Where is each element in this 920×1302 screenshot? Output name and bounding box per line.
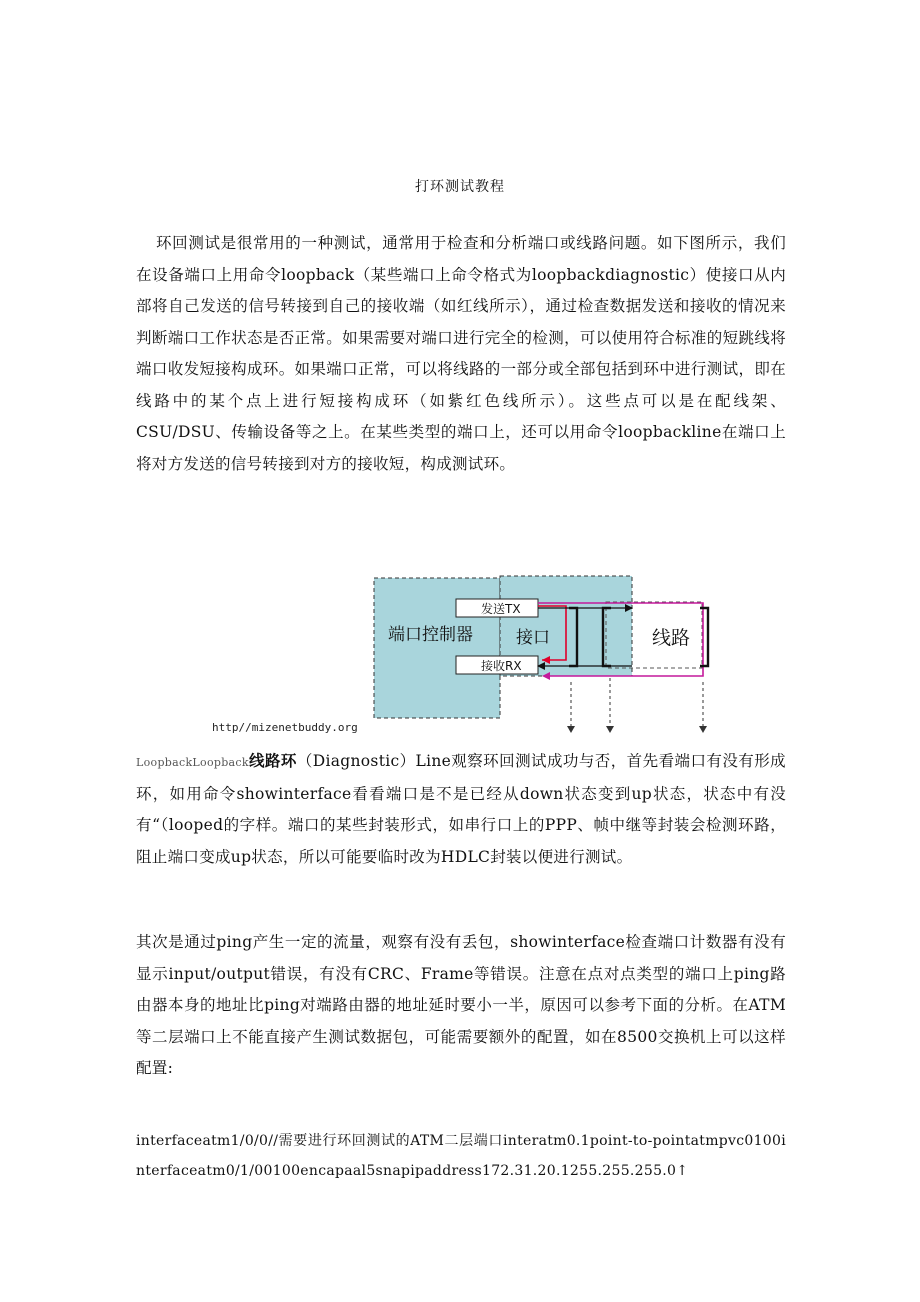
line-label: 线路 — [652, 627, 691, 649]
down-arrowhead-1 — [567, 726, 575, 733]
rx-label: 接收RX — [481, 659, 522, 673]
down-arrowhead-2 — [606, 726, 614, 733]
document-title: 打环测试教程 — [415, 179, 505, 195]
line-loop-term: 线路环 — [248, 751, 297, 770]
line-loop-paragraph — [136, 745, 786, 873]
loopback-diagram — [370, 572, 720, 734]
figure-caption: http//mizenetbuddy.org — [212, 721, 358, 734]
config-paragraph: interfaceatm1/0/0//需要进行环回测试的ATM二层端口interatm0.1point-to-pointatmpvc0100interfaceatm0/1/00100encapaal5snapipaddress172.31.20.1255.255.255.0↑ — [136, 1133, 786, 1179]
line-loop-text: （Diagnostic）Line观察环回测试成功与否，首先看端口有没有形成环，如用命令showinterface看看端口是不是已经从down状态变到up状态，状态中有没有“（looped的字样。端口的某些封装形式，如串行口上的PPP、帧中继等封装会检测环路，阻止端口变成up状态，所以可能要临时改为HDLC封装以便进行测试。 — [136, 752, 786, 866]
loopback-prefix: LoopbackLoopback — [136, 756, 249, 769]
loop-bracket-3 — [700, 608, 708, 666]
loopback-diagram-svg — [370, 572, 720, 734]
down-arrowhead-3 — [699, 726, 707, 733]
ping-paragraph: 其次是通过ping产生一定的流量，观察有没有丢包，showinterface检查端口计数器有没有显示input/output错误，有没有CRC、Frame等错误。注意在点对点类型的端口上ping路由器本身的地址比ping对端路由器的地址延时要小一半，原因可以参考下面的分析。在ATM等二层端口上不能直接产生测试数据包，可能需要额外的配置，如在8500交换机上可以这样配置: — [136, 933, 786, 1077]
controller-label: 端口控制器 — [388, 625, 473, 645]
tx-label: 发送TX — [481, 602, 521, 616]
interface-label: 接口 — [516, 628, 550, 648]
intro-paragraph: 环回测试是很常用的一种测试，通常用于检查和分析端口或线路问题。如下图所示，我们在设备端口上用命令loopback（某些端口上命令格式为loopbackdiagnostic）使接口从内部将自己发送的信号转接到自己的接收端（如红线所示），通过检查数据发送和接收的情况来判断端口工作状态是否正常。如果需要对端口进行完全的检测，可以使用符合标准的短跳线将端口收发短接构成环。如果端口正常，可以将线路的一部分或全部包括到环中进行测试，即在线路中的某个点上进行短接构成环（如紫红色线所示）。这些点可以是在配线架、CSU/DSU、传输设备等之上。在某些类型的端口上，还可以用命令loopbackline在端口上将对方发送的信号转接到对方的接收短，构成测试环。 — [136, 234, 786, 473]
